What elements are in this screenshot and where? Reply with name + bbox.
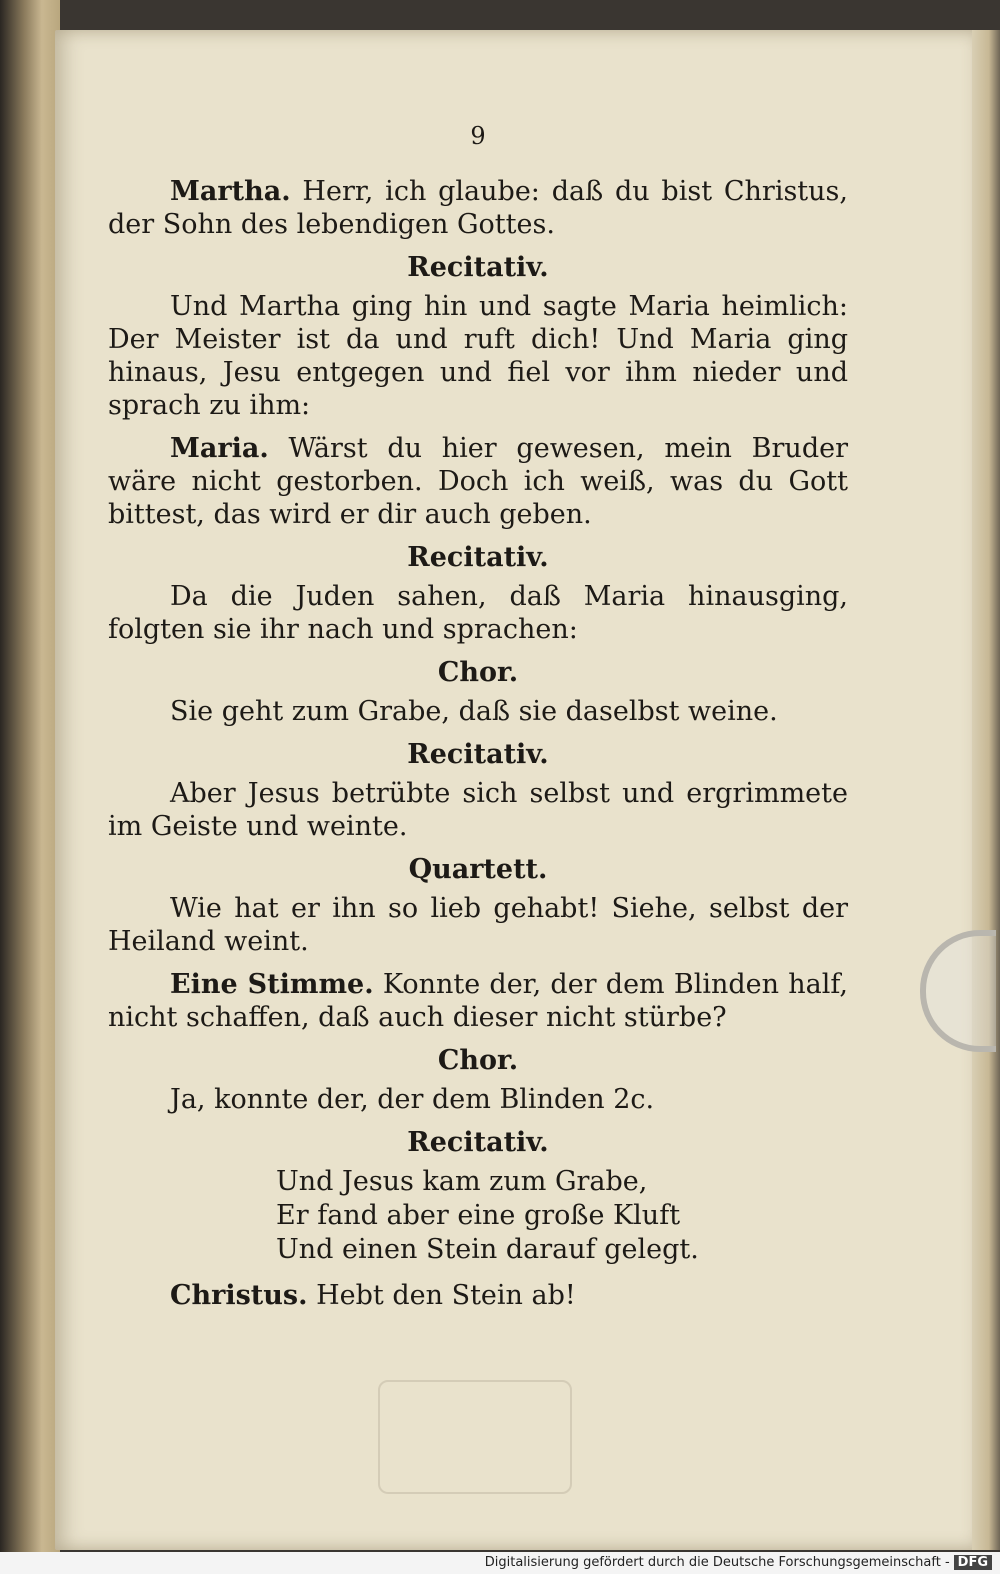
section-heading: Recitativ. bbox=[407, 542, 549, 573]
speaker-label: Eine Stimme. bbox=[170, 969, 374, 1000]
paragraph: Wie hat er ihn so lieb gehabt! Siehe, selbst der Heiland weint. bbox=[108, 893, 848, 957]
section-heading: Recitativ. bbox=[407, 252, 549, 283]
speech-martha bbox=[108, 175, 848, 241]
page-text bbox=[108, 120, 848, 1322]
digitization-footer bbox=[0, 1552, 1000, 1574]
paragraph: Aber Jesus betrübte sich selbst und ergrimmete im Geiste und weinte. bbox=[108, 778, 848, 842]
book-spine bbox=[0, 0, 60, 1574]
library-stamp bbox=[378, 1380, 572, 1494]
verse-line: Und einen Stein darauf gelegt. bbox=[276, 1234, 699, 1265]
section-heading: Recitativ. bbox=[407, 1127, 549, 1158]
paragraph: Und Martha ging hin und sagte Maria heimlich: Der Meister ist da und ruft dich! Und Maria ging hinaus, Jesu entgegen und fiel vor ihm nieder und sprach zu ihm: bbox=[108, 291, 848, 421]
speaker-label: Maria. bbox=[170, 433, 269, 464]
verse-line: Und Jesus kam zum Grabe, bbox=[276, 1166, 648, 1197]
speech-text: Herr, ich glaube: daß du bist Christus, der Sohn des lebendigen Gottes. bbox=[108, 176, 848, 240]
speech-maria bbox=[108, 432, 848, 531]
paragraph: Sie geht zum Grabe, daß sie daselbst weine. bbox=[170, 696, 778, 727]
section-heading: Chor. bbox=[437, 1045, 519, 1076]
section-heading: Quartett. bbox=[408, 854, 548, 885]
dfg-logo: DFG bbox=[954, 1555, 992, 1570]
speech-text: Konnte der, der dem Blinden half, nicht schaffen, daß auch dieser nicht stürbe? bbox=[108, 969, 848, 1033]
paragraph: Da die Juden sahen, daß Maria hinausging, folgten sie ihr nach und sprachen: bbox=[108, 581, 848, 645]
page-number: 9 bbox=[470, 122, 486, 150]
footer-text: Digitalisierung gefördert durch die Deutsche Forschungsgemeinschaft - bbox=[484, 1555, 950, 1570]
section-heading: Recitativ. bbox=[407, 739, 549, 770]
speech-text: Hebt den Stein ab! bbox=[316, 1280, 576, 1311]
speech-eine-stimme bbox=[108, 968, 848, 1034]
verse-line: Er fand aber eine große Kluft bbox=[276, 1200, 681, 1231]
verse bbox=[108, 1165, 848, 1267]
section-heading: Chor. bbox=[437, 657, 519, 688]
speech-text: Wärst du hier gewesen, mein Bruder wäre nicht gestorben. Doch ich weiß, was du Gott bittest, das wird er dir auch geben. bbox=[108, 433, 848, 530]
speech-christus bbox=[108, 1279, 848, 1312]
page-edge bbox=[972, 30, 1000, 1550]
speaker-label: Christus. bbox=[170, 1280, 308, 1311]
speaker-label: Martha. bbox=[170, 176, 291, 207]
paragraph: Ja, konnte der, der dem Blinden 2c. bbox=[170, 1084, 655, 1115]
